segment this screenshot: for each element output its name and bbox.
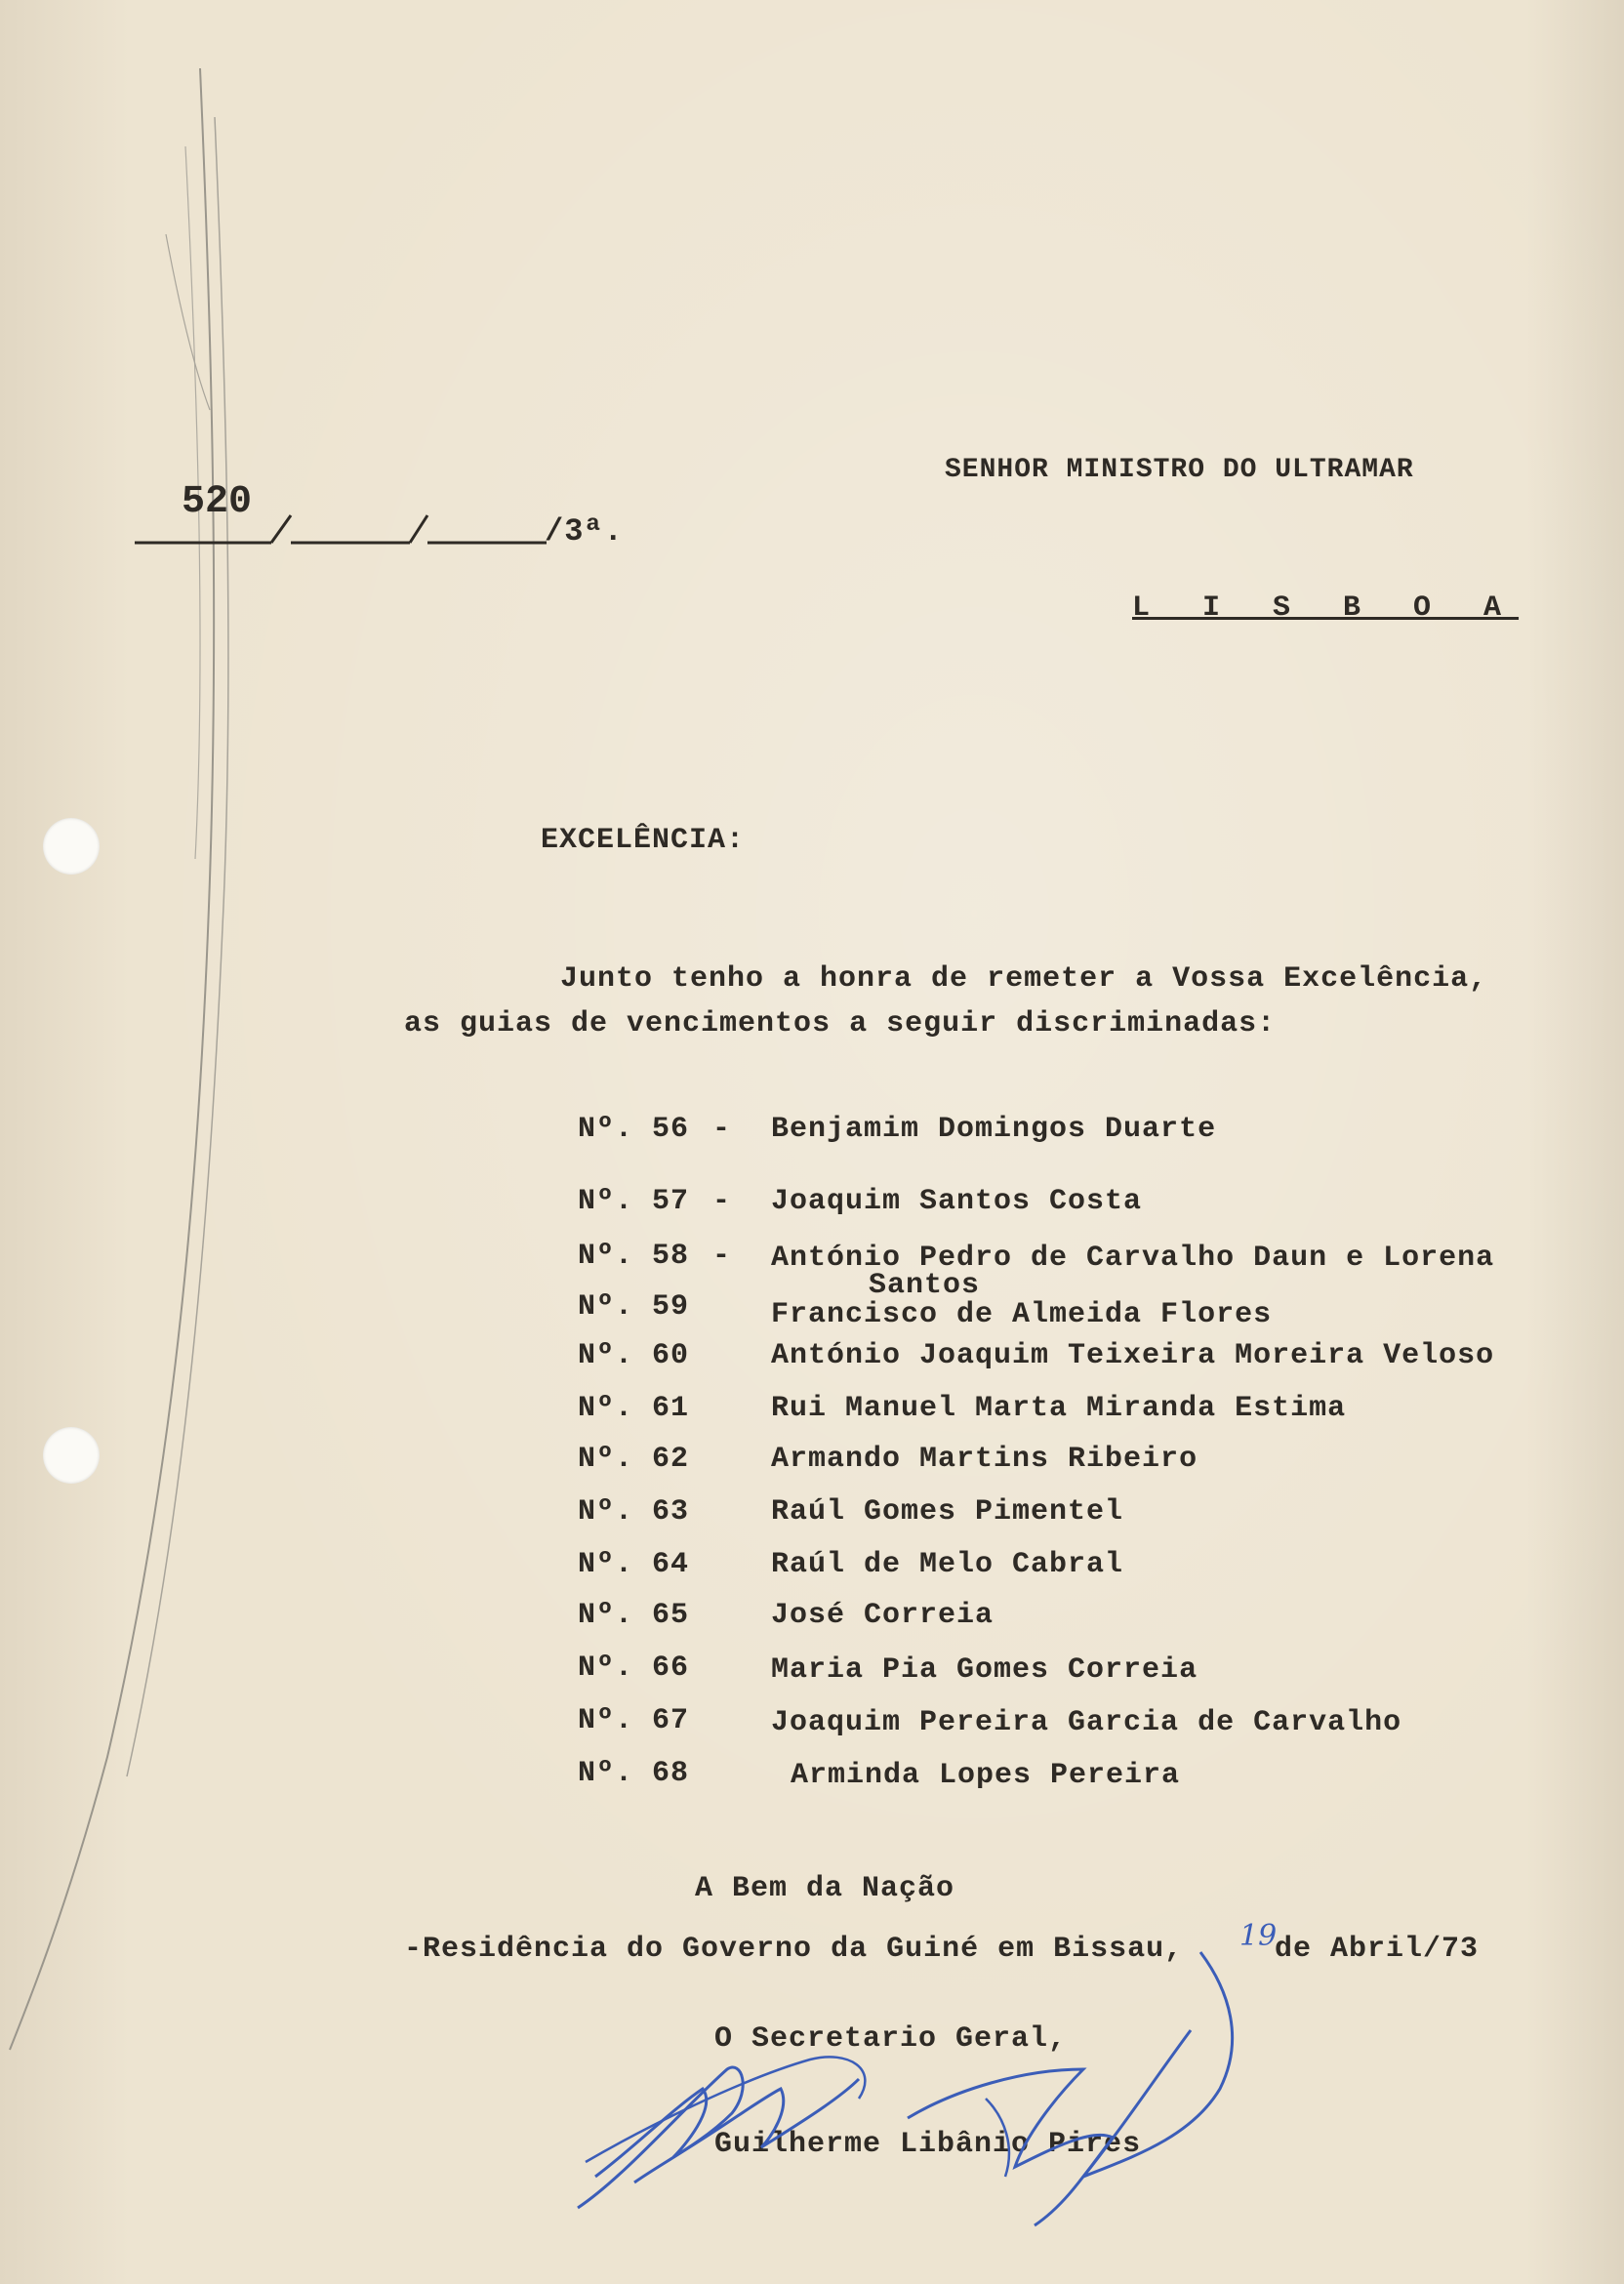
entry-separator: - [712, 1113, 732, 1146]
entry-name: Raúl de Melo Cabral [771, 1548, 1124, 1581]
entry-name: Raúl Gomes Pimentel [771, 1495, 1124, 1529]
entry-number: Nº. 62 [578, 1443, 690, 1476]
entry-number: Nº. 63 [578, 1495, 690, 1529]
handwritten-day: 19 [1239, 1919, 1278, 1953]
body-line-1: Junto tenho a honra de remeter a Vossa Excelência, [560, 962, 1488, 996]
entry-separator: - [712, 1185, 732, 1218]
entry-name: Francisco de Almeida Flores [771, 1298, 1273, 1331]
entry-name: António Pedro de Carvalho Daun e Lorena [771, 1242, 1495, 1275]
entry-number: Nº. 59 [578, 1290, 690, 1324]
closing-date: de Abril/73 [1275, 1933, 1480, 1966]
entry-name: Joaquim Pereira Garcia de Carvalho [771, 1706, 1402, 1739]
entry-name: Arminda Lopes Pereira [791, 1759, 1181, 1792]
entry-name: Benjamim Domingos Duarte [771, 1113, 1217, 1146]
entry-number: Nº. 67 [578, 1704, 690, 1737]
entry-name-continuation: Santos [869, 1269, 981, 1302]
entry-number: Nº. 65 [578, 1599, 690, 1632]
entry-number: Nº. 60 [578, 1339, 690, 1372]
closing-role: O Secretario Geral, [714, 2022, 1068, 2056]
reference-number: 520 [182, 480, 253, 524]
entry-name: Armando Martins Ribeiro [771, 1443, 1198, 1476]
entry-number: Nº. 56 [578, 1113, 690, 1146]
entry-name: Rui Manuel Marta Miranda Estima [771, 1392, 1347, 1425]
entry-number: Nº. 68 [578, 1757, 690, 1790]
reference-suffix: /3ª. [545, 513, 624, 550]
addressee: SENHOR MINISTRO DO ULTRAMAR [945, 455, 1414, 485]
city: L I S B O A [1132, 591, 1520, 625]
entry-number: Nº. 64 [578, 1548, 690, 1581]
closing-motto: A Bem da Nação [695, 1872, 955, 1905]
entry-name: José Correia [771, 1599, 995, 1632]
entry-separator: - [712, 1240, 732, 1273]
closing-place: -Residência do Governo da Guiné em Bissau, [404, 1933, 1184, 1966]
signatory-name: Guilherme Libânio Pires [714, 2128, 1142, 2161]
entry-number: Nº. 61 [578, 1392, 690, 1425]
salutation: EXCELÊNCIA: [541, 824, 746, 857]
entry-number: Nº. 57 [578, 1185, 690, 1218]
body-line-2: as guias de vencimentos a seguir discriminadas: [404, 1007, 1277, 1040]
entry-name: António Joaquim Teixeira Moreira Veloso [771, 1339, 1495, 1372]
entry-name: Maria Pia Gomes Correia [771, 1653, 1198, 1687]
entry-number: Nº. 58 [578, 1240, 690, 1273]
entry-name: Joaquim Santos Costa [771, 1185, 1143, 1218]
entry-number: Nº. 66 [578, 1652, 690, 1685]
